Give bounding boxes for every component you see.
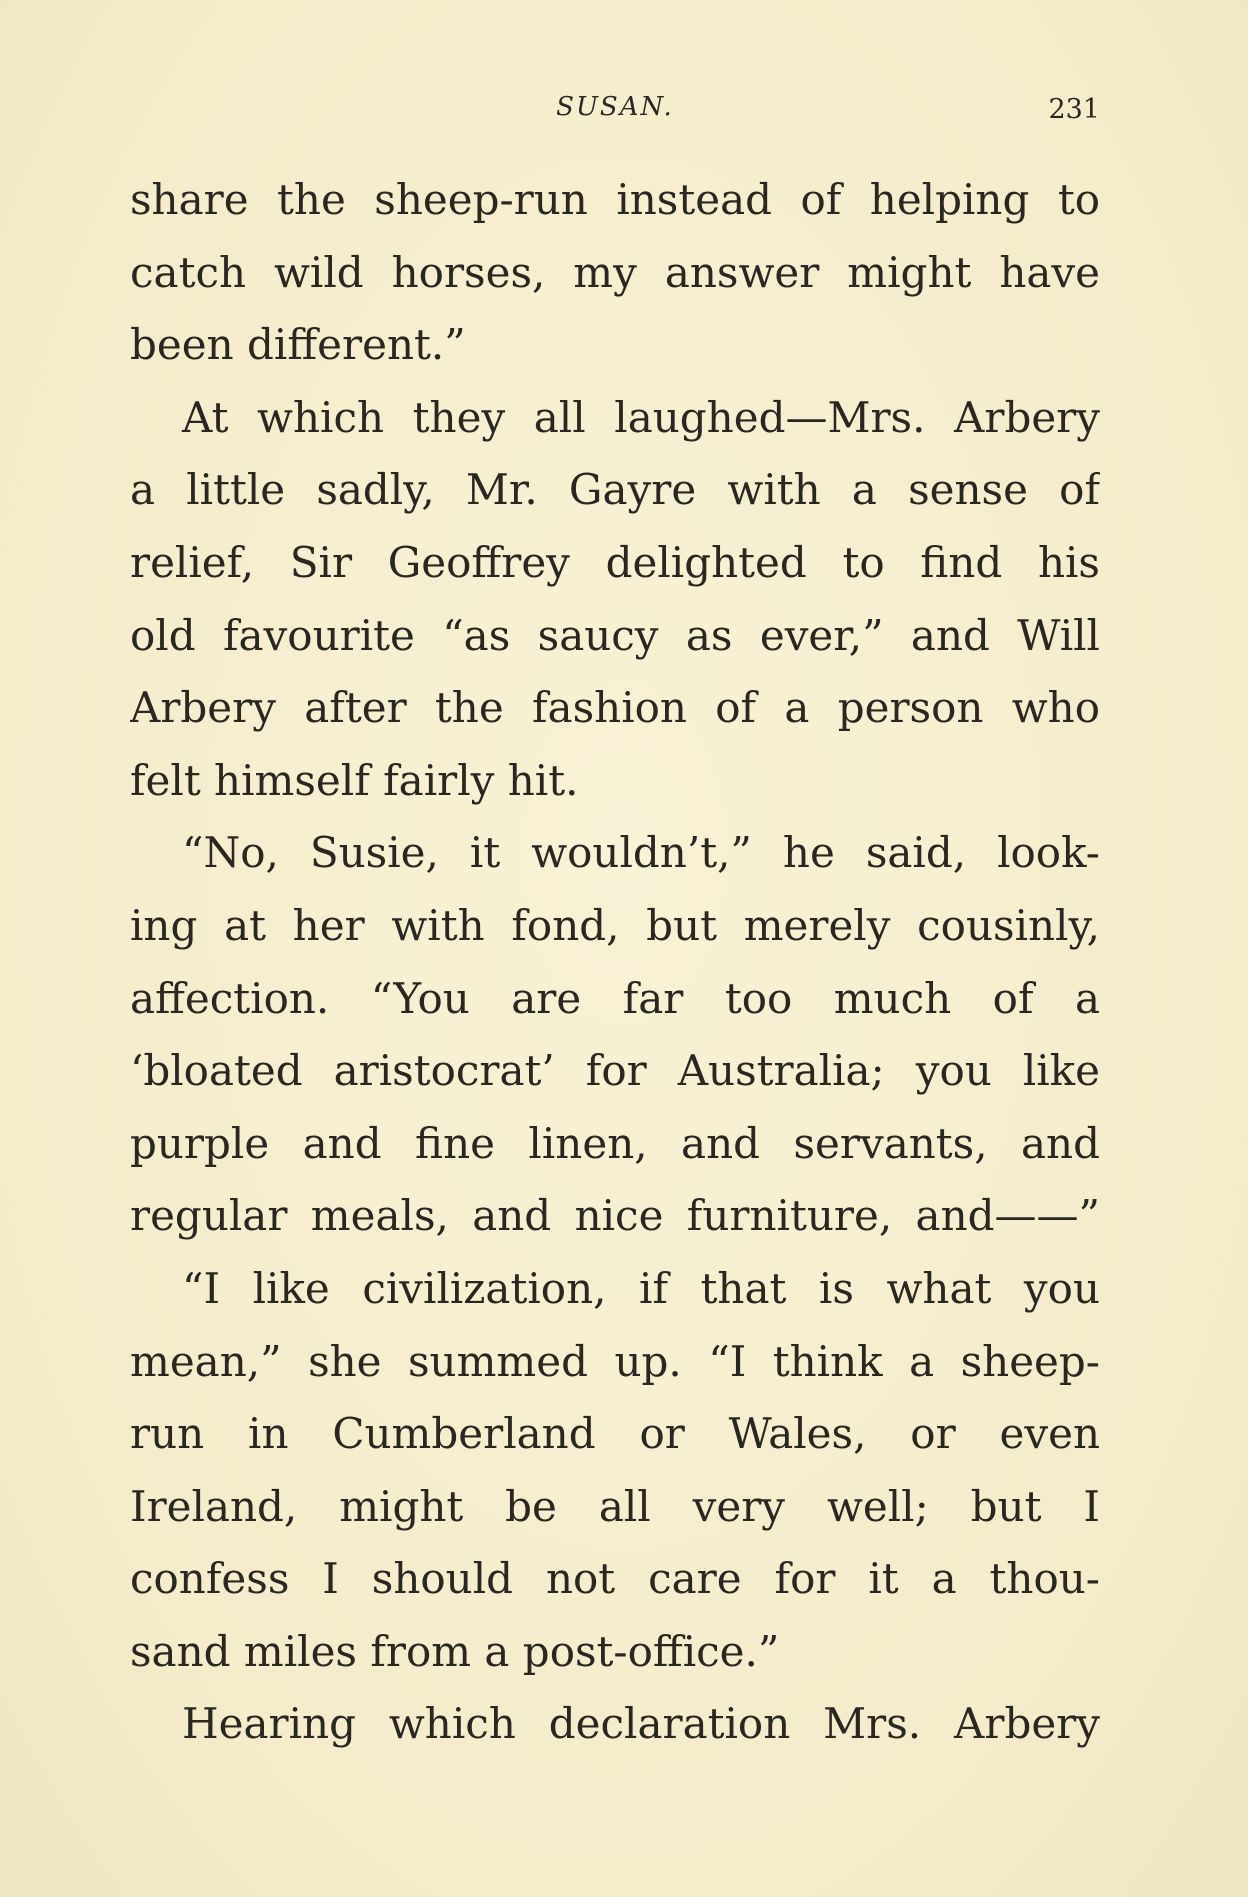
text-line: ing at her with fond, but merely cousinly,: [130, 900, 1100, 950]
running-title: SUSAN.: [556, 92, 674, 122]
text-line: Arbery after the fashion of a person who: [130, 683, 1100, 733]
text-line: Hearing which declaration Mrs. Arbery: [182, 1699, 1100, 1749]
body-text: [130, 164, 1100, 1761]
text-line: purple and fine linen, and servants, and: [130, 1118, 1100, 1168]
text-line: ‘bloated aristocrat’ for Australia; you like: [130, 1046, 1100, 1096]
running-header: [130, 92, 1100, 132]
page-number: 231: [1048, 94, 1100, 125]
text-line: affection. “You are far too much of a: [130, 973, 1100, 1023]
text-line: “No, Susie, it wouldn’t,” he said, look-: [182, 828, 1100, 878]
text-line: regular meals, and nice furniture, and——”: [130, 1191, 1100, 1241]
text-line: a little sadly, Mr. Gayre with a sense of: [130, 465, 1100, 515]
text-line: confess I should not care for it a thou-: [130, 1554, 1100, 1604]
text-line: At which they all laughed—Mrs. Arbery: [182, 392, 1100, 442]
text-line: been different.”: [130, 320, 466, 370]
text-line: felt himself fairly hit.: [130, 755, 579, 805]
text-line: Ireland, might be all very well; but I: [130, 1481, 1100, 1531]
text-line: share the sheep-run instead of helping to: [130, 175, 1100, 224]
text-line: relief, Sir Geoffrey delighted to find his: [130, 537, 1100, 587]
text-line: sand miles from a post-office.”: [130, 1626, 780, 1676]
text-line: run in Cumberland or Wales, or even: [130, 1409, 1100, 1459]
text-line: “I like civilization, if that is what you: [182, 1263, 1100, 1313]
text-line: catch wild horses, my answer might have: [130, 247, 1100, 297]
text-line: old favourite “as saucy as ever,” and Will: [130, 610, 1100, 660]
text-line: mean,” she summed up. “I think a sheep-: [130, 1336, 1100, 1386]
